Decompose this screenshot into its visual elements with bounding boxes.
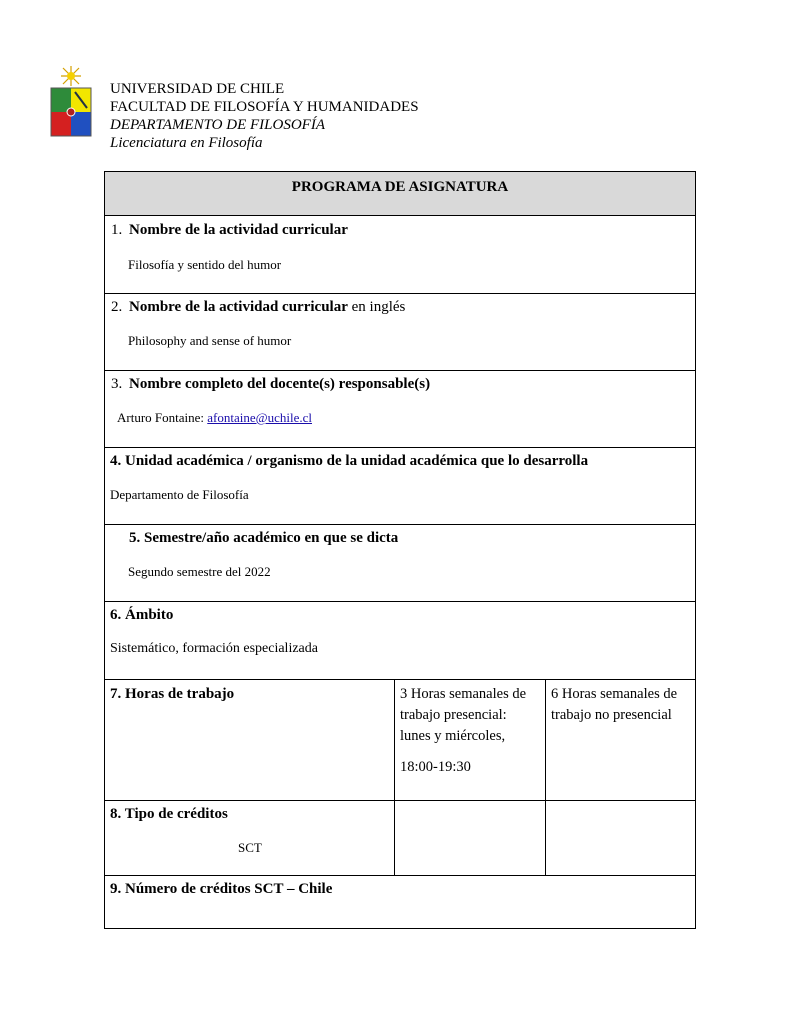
section-label: 9. Número de créditos SCT – Chile (110, 881, 333, 897)
section-number: 1. (111, 222, 123, 238)
faculty-name: FACULTAD DE FILOSOFÍA Y HUMANIDADES (110, 99, 419, 115)
section-label: Nombre de la actividad curricular (129, 222, 348, 238)
section-label: 5. Semestre/año académico en que se dicta (129, 530, 399, 546)
section-6 (104, 602, 696, 680)
section-5 (104, 525, 696, 602)
section-value: SCT (238, 840, 262, 855)
department-name: DEPARTAMENTO DE FILOSOFÍA (110, 117, 325, 133)
no-presencial-hours-cell (545, 680, 695, 800)
section-4 (104, 448, 696, 525)
title-text: PROGRAMA DE ASIGNATURA (291, 179, 509, 195)
section-label-rest: en inglés (347, 299, 406, 315)
university-crest-logo (50, 64, 92, 140)
section-value: Segundo semestre del 2022 (128, 564, 271, 579)
section-8 (104, 801, 696, 876)
program-name: Licenciatura en Filosofía (110, 135, 263, 151)
section-label: 6. Ámbito (110, 607, 174, 623)
schedule: 18:00-19:30 (400, 759, 471, 775)
section-1 (104, 216, 696, 294)
section-value: Philosophy and sense of humor (128, 333, 292, 348)
section-number: 2. (111, 299, 123, 315)
section-value: Departamento de Filosofía (110, 487, 249, 502)
section-label: Nombre completo del docente(s) responsable(s) (129, 376, 431, 392)
presencial-line: trabajo presencial: (400, 707, 507, 723)
presencial-hours-cell (394, 680, 546, 800)
no-presencial-line: trabajo no presencial (551, 707, 672, 723)
no-presencial-line: 6 Horas semanales de (551, 686, 678, 702)
empty-cell (545, 801, 546, 875)
presencial-line: 3 Horas semanales de (400, 686, 527, 702)
section-7 (104, 680, 696, 801)
teacher-name: Arturo Fontaine: (117, 410, 208, 425)
section-label: 4. Unidad académica / organismo de la unidad académica que lo desarrolla (110, 453, 589, 469)
teacher-email-link[interactable]: afontaine@uchile.cl (207, 410, 312, 425)
section-number: 3. (111, 376, 123, 392)
section-label: 8. Tipo de créditos (110, 806, 228, 822)
section-9 (104, 876, 696, 929)
presencial-line: lunes y miércoles, (400, 728, 506, 744)
table-title (104, 171, 696, 216)
section-3 (104, 371, 696, 448)
empty-cell (394, 801, 395, 875)
section-label: 7. Horas de trabajo (110, 686, 235, 702)
section-label: Nombre de la actividad curricular (129, 299, 348, 315)
university-name: UNIVERSIDAD DE CHILE (110, 81, 285, 97)
section-value: Sistemático, formación especializada (110, 641, 318, 656)
section-value: Filosofía y sentido del humor (128, 257, 282, 272)
section-2 (104, 294, 696, 371)
